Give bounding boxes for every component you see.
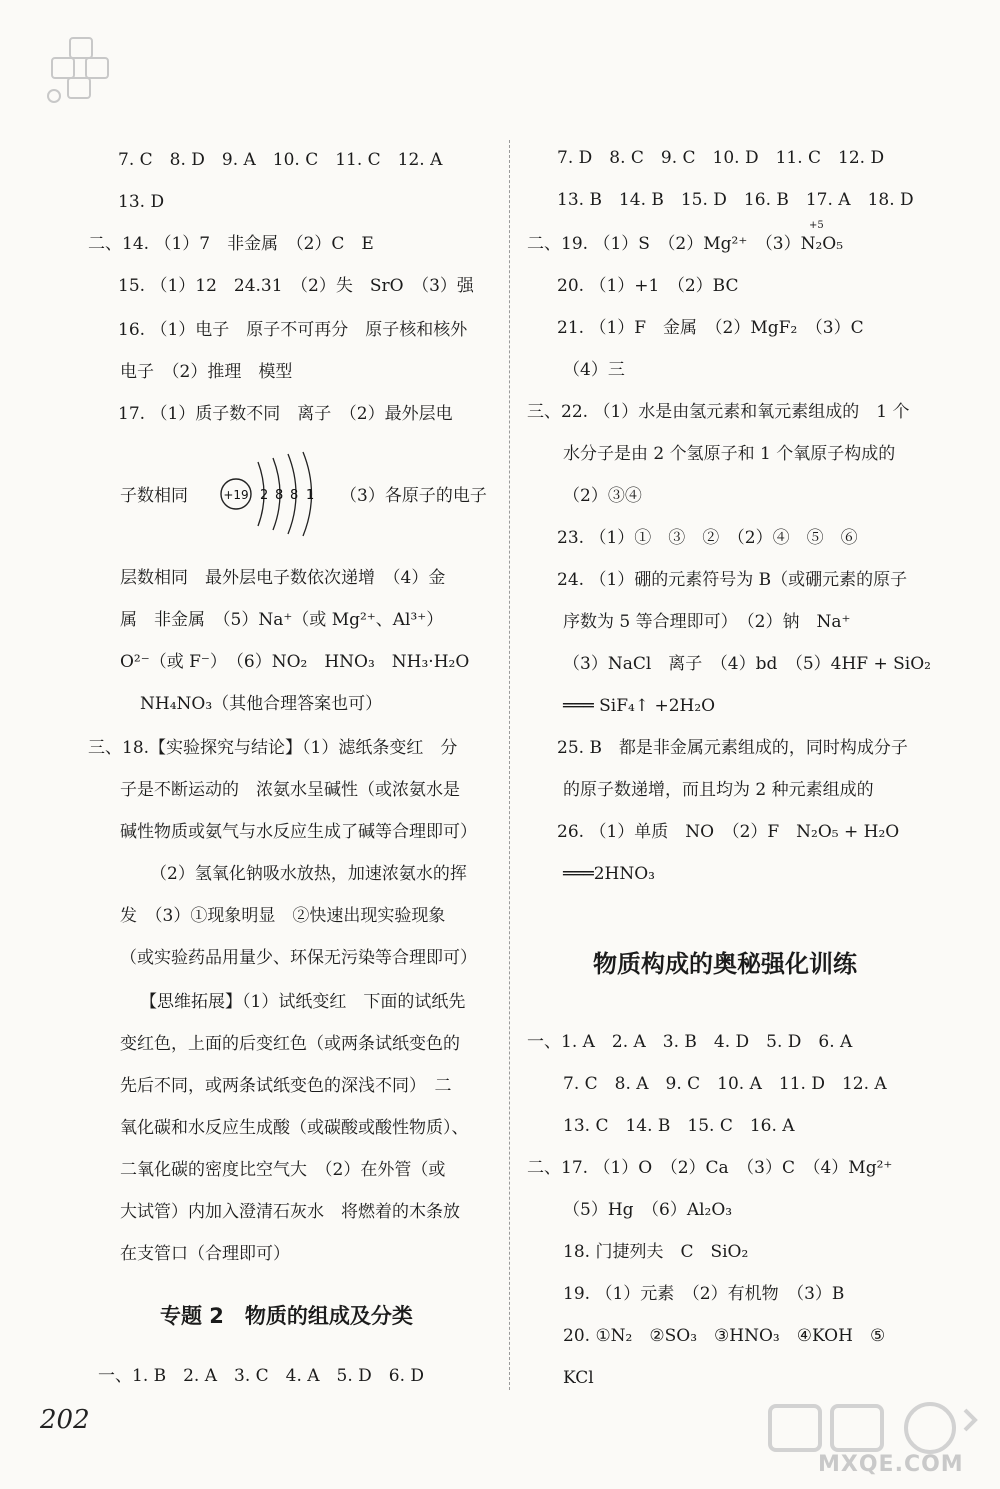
answer-line: 18. 门捷列夫 C SiO₂ [563,1242,749,1262]
watermark-text: MXQE.COM [818,1452,964,1477]
answer-line: 23. （1）① ③ ② （2）④ ⑤ ⑥ [557,528,858,548]
answer-line: 7. C 8. A 9. C 10. A 11. D 12. A [563,1074,887,1094]
answer-line: ═══2HNO₃ [563,864,655,884]
shell-electrons: 2 [260,488,269,503]
answer-line: 碱性物质或氨气与水反应生成了碱等合理即可） [120,822,477,842]
cube-logo-icon [40,30,130,110]
answer-line: 13. C 14. B 15. C 16. A [563,1116,795,1136]
answer-line: 二、14. （1）7 非金属 （2）C E [88,234,374,254]
answer-line: 三、18.【实验探究与结论】（1）滤纸条变红 分 [88,738,458,758]
answer-line: 属 非金属 （5）Na⁺（或 Mg²⁺、Al³⁺） [120,610,444,630]
answer-line: 20. ①N₂ ②SO₃ ③HNO₃ ④KOH ⑤ [563,1326,886,1346]
answer-line: 26. （1）单质 NO （2）F N₂O₅ + H₂O [557,822,900,842]
answer-line: 三、22. （1）水是由氢元素和氧元素组成的 1 个 [527,402,910,422]
answer-line: 二、19. （1）S （2）Mg²⁺ （3）N₂O₅ [527,234,844,254]
answer-line: 20. （1）+1 （2）BC [557,276,739,296]
nucleus-charge: +19 [223,488,249,502]
shell-electrons: 1 [306,488,315,503]
answer-line: ═══ SiF₄↑ +2H₂O [563,696,716,716]
answer-line: 25. B 都是非金属元素组成的，同时构成分子 [557,738,908,758]
answer-line: 序数为 5 等合理即可） （2）钠 Na⁺ [563,612,851,632]
answer-line: 子数相同 [120,486,188,506]
answer-line: 【思维拓展】（1）试纸变红 下面的试纸先 [140,992,466,1012]
answer-line: 7. D 8. C 9. C 10. D 11. C 12. D [557,148,885,168]
answer-line: 13. D [118,192,165,212]
answer-line: 19. （1）元素 （2）有机物 （3）B [563,1284,845,1304]
shell-electrons: 8 [290,488,299,503]
answer-line: （或实验药品用量少、环保无污染等合理即可） [120,948,477,968]
answer-line: O²⁻（或 F⁻） （6）NO₂ HNO₃ NH₃·H₂O [120,652,470,672]
answer-line: （4）三 [563,360,625,380]
section-title: 物质构成的奥秘强化训练 [593,950,857,978]
answer-line: 在支管口（合理即可） [120,1244,290,1264]
answer-line: （2）③④ [563,486,642,506]
shell-electrons: 8 [275,488,284,503]
answer-line: 二氧化碳的密度比空气大 （2）在外管（或 [120,1160,446,1180]
answer-line: NH₄NO₃（其他合理答案也可） [140,694,383,714]
answer-line: 13. B 14. B 15. D 16. B 17. A 18. D [557,190,914,210]
valence-mark: +5 [809,220,824,231]
answer-line: （3）各原子的电子 [340,486,487,506]
answer-line: 15. （1）12 24.31 （2）失 SrO （3）强 [118,276,474,296]
answer-line: 电子 （2）推理 模型 [120,362,293,382]
answer-line: （3）NaCl 离子 （4）bd （5）4HF + SiO₂ [563,654,931,674]
answer-line: 大试管）内加入澄清石灰水 将燃着的木条放 [120,1202,460,1222]
answer-line: 7. C 8. D 9. A 10. C 11. C 12. A [118,150,443,170]
answer-line: 一、1. A 2. A 3. B 4. D 5. D 6. A [527,1032,853,1052]
answer-line: 16. （1）电子 原子不可再分 原子核和核外 [118,320,468,340]
answer-line: 变红色，上面的后变红色（或两条试纸变色的 [120,1034,460,1054]
atom-structure-diagram [218,448,318,540]
page-number: 202 [40,1405,90,1435]
answer-line: 先后不同，或两条试纸变色的深浅不同） 二 [120,1076,452,1096]
answer-line: 的原子数递增，而且均为 2 种元素组成的 [563,780,874,800]
answer-line: KCl [563,1368,594,1388]
answer-line: 层数相同 最外层电子数依次递增 （4）金 [120,568,446,588]
section-title: 专题 2 物质的组成及分类 [160,1304,413,1328]
answer-line: 水分子是由 2 个氢原子和 1 个氧原子构成的 [563,444,896,464]
answer-line: 一、1. B 2. A 3. C 4. A 5. D 6. D [98,1366,425,1386]
column-divider [509,140,510,1390]
answer-line: 氧化碳和水反应生成酸（或碳酸或酸性物质）、 [120,1118,469,1138]
answer-line: 发 （3）①现象明显 ②快速出现实验现象 [120,906,446,926]
answer-line: 21. （1）F 金属 （2）MgF₂ （3）C [557,318,864,338]
answer-line: 子是不断运动的 浓氨水呈碱性（或浓氨水是 [120,780,460,800]
answer-line: 二、17. （1）O （2）Ca （3）C （4）Mg²⁺ [527,1158,893,1178]
answer-line: 17. （1）质子数不同 离子 （2）最外层电 [118,404,453,424]
answer-line: 24. （1）硼的元素符号为 B（或硼元素的原子 [557,570,908,590]
answer-line: （2）氢氧化钠吸水放热，加速浓氨水的挥 [150,864,467,884]
answer-line: （5）Hg （6）Al₂O₃ [563,1200,733,1220]
